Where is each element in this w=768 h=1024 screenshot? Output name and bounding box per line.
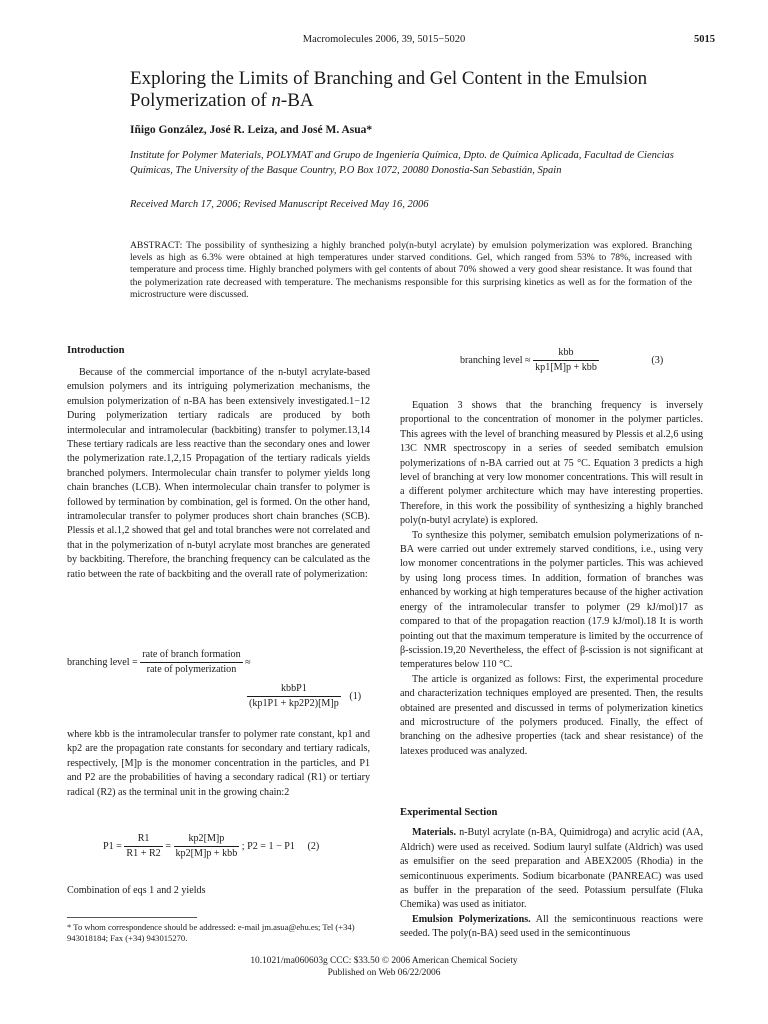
right-paragraphs bbox=[400, 399, 703, 759]
correspondence-footnote: * To whom correspondence should be addressed: e-mail jm.asua@ehu.es; Tel (+34) 943018184; Fax (+34) 943015270. bbox=[67, 922, 355, 944]
page-number: 5015 bbox=[694, 34, 715, 45]
eq1-denominator-2: (kp1P1 + kp2P2)[M]p bbox=[249, 698, 339, 710]
title-suffix: -BA bbox=[280, 90, 314, 111]
received-dates: Received March 17, 2006; Revised Manuscript Received May 16, 2006 bbox=[130, 199, 429, 210]
right-p1: Equation 3 shows that the branching frequency is inversely proportional to the concentration of monomer in the polymer particles. This agrees with the level of branching measured by Plessis et al.2,6 using 13C NMR spectroscopy in a series of seeded semibatch emulsion polymerizations of n-BA carried out at 75 °C. Equation 3 predicts a high level of branching at very low monomer concentrations. This will result in a different polymer architecture which may have interesting properties. Therefore, in this work the possibility of synthesizing a highly branched poly(n-butyl acrylate) is explored. bbox=[400, 400, 703, 527]
introduction-heading: Introduction bbox=[67, 345, 125, 356]
right-p3: The article is organized as follows: First, the experimental procedure and characterization techniques employed are presented. Then, the results obtained are presented and discussed in terms of polymerization kinetics and microstructure of the polymers produced. Finally, the effect of branching on the adhesive properties (tack and shear resistance) of the latexes produced was analyzed. bbox=[400, 673, 703, 757]
intro-p3: Combination of eqs 1 and 2 yields bbox=[67, 885, 206, 896]
eq2-numerator-2: kp2[M]p bbox=[174, 832, 240, 847]
abstract bbox=[130, 240, 692, 301]
eq3-lhs: branching level ≈ bbox=[460, 355, 531, 367]
intro-p1: Because of the commercial importance of the n-butyl acrylate-based emulsion polymers and its intriguing polymerization mechanisms, the emulsion polymerization of n-BA has been extensively investigated.1−12 During polymerization tertiary radicals are produced by both intermolecular and intramolecular (backbiting) transfer to polymer.13,14 These tertiary radicals are less reactive than the secondary ones and lower the polymerization rate.1,2,15 Propagation of the tertiary radicals yields branched polymers. Intermolecular chain transfer to polymer yields long chain branches (LCB). When intermolecular chain transfer to polymer is followed by termination by combination, gel is formed. On the other hand, intramolecular transfer to polymer produces short chain branches (SCB). Plessis et al.1,2 showed that gel and total branches were not correlated and that in the polymerization of n-butyl acrylate most branches are generated by backbiting. Therefore, the branching frequency can be calculated as the ratio between the rate of backbiting and the overall rate of polymerization: bbox=[67, 367, 370, 580]
doi-line: 10.1021/ma060603g CCC: $33.50 © 2006 American Chemical Society bbox=[250, 956, 518, 966]
materials-text: n-Butyl acrylate (n-BA, Quimidroga) and acrylic acid (AA, Aldrich) were used as received. Sodium lauryl sulfate (Aldrich) was used as emulsifier on the seed preparation and ABEX2005 (Rhodia) in the semicontinuous experiments. Sodium bicarbonate (PANREAC) was used as buffer in the preparation of the seed. Potassium persulfate (Fluka Chemika) was used as initiator. bbox=[400, 827, 703, 911]
eq3-label: (3) bbox=[651, 355, 664, 367]
affiliation: Institute for Polymer Materials, POLYMAT and Grupo de Ingeniería Química, Dpto. de Química Aplicada, Facultad de Ciencias Químicas, The University of the Basque Country, P.O Box 1072, 20080 Donostia-San Sebastián, Spain bbox=[130, 150, 674, 176]
eq1-lhs: branching level = bbox=[67, 657, 138, 669]
eq1-fraction bbox=[140, 648, 242, 678]
intro-paragraph-2 bbox=[67, 728, 370, 800]
eq2-denominator-1: R1 + R2 bbox=[126, 848, 161, 860]
right-p2: To synthesize this polymer, semibatch emulsion polymerizations of n-BA were carried out under extremely starved conditions, i.e., using very low monomer concentrations in the polymer particles. This was achieved by using long process times. In addition, formation of branches was enhanced by working at high temperatures because of the higher activation energy of the intramolecular transfer to polymer (29 kJ/mol)17 as compared to that of the propagation reaction (17.9 kJ/mol).18 It is worth pointing out that the maximum temperature is limited by the occurrence of β-scission.19,20 Nevertheless, the effect of β-scission is not significant at temperatures below 110 °C. bbox=[400, 529, 703, 671]
abstract-label: ABSTRACT: bbox=[130, 240, 183, 251]
emulsion-paragraph bbox=[400, 913, 703, 942]
eq1-denominator: rate of polymerization bbox=[146, 664, 237, 676]
page-footer bbox=[0, 955, 768, 979]
eq3-fraction bbox=[533, 346, 599, 376]
equation-1 bbox=[67, 648, 370, 712]
intro-paragraph-1 bbox=[67, 366, 370, 582]
eq2-label: (2) bbox=[307, 841, 320, 853]
eq2-p2: ; P2 = 1 − P1 bbox=[241, 841, 295, 853]
equation-2 bbox=[103, 832, 373, 862]
authors: Iñigo González, José R. Leiza, and José M. Asua* bbox=[130, 124, 373, 136]
abstract-text: The possibility of synthesizing a highly branched poly(n-butyl acrylate) by emulsion polymerization was explored. Branching levels as high as 6.3% were obtained at high temperatures under starved conditions. Gel, which ranged from 53% to 78%, increased with temperature and process time. Highly branched polymers with gel contents of about 70% showed a very good shear resistance. It was found that the polymerization rate decreased with temperature. The mechanisms responsible for this surprising kinetics as well as for the formation of the microstructure were discussed. bbox=[130, 240, 692, 300]
eq2-fraction-2 bbox=[174, 832, 240, 862]
introduction-heading-wrap bbox=[67, 344, 370, 358]
title-italic: n bbox=[271, 90, 281, 111]
intro-paragraph-3 bbox=[67, 884, 370, 898]
eq2-fraction-1 bbox=[124, 832, 162, 862]
eq1-numerator-2: kbbP1 bbox=[247, 682, 341, 697]
eq2-equals: = bbox=[165, 841, 171, 853]
experimental-section bbox=[400, 806, 703, 942]
eq1-numerator: rate of branch formation bbox=[140, 648, 242, 663]
eq1-approx: ≈ bbox=[245, 657, 251, 669]
experimental-heading: Experimental Section bbox=[400, 807, 498, 818]
emulsion-label: Emulsion Polymerizations. bbox=[412, 913, 531, 925]
emulsion-text: All the semicontinuous reactions were seeded. The poly(n-BA) seed used in the semicontinuous bbox=[400, 913, 703, 940]
materials-paragraph bbox=[400, 826, 703, 912]
eq2-denominator-2: kp2[M]p + kbb bbox=[175, 848, 238, 860]
eq2-p1: P1 = bbox=[103, 841, 122, 853]
materials-label: Materials. bbox=[412, 827, 457, 839]
eq3-denominator: kp1[M]p + kbb bbox=[535, 362, 597, 374]
journal-header: Macromolecules 2006, 39, 5015−5020 bbox=[302, 34, 466, 45]
article-title bbox=[130, 68, 690, 112]
eq2-numerator-1: R1 bbox=[124, 832, 162, 847]
published-line: Published on Web 06/22/2006 bbox=[327, 968, 441, 978]
eq1-fraction-2 bbox=[247, 682, 341, 712]
title-prefix: Exploring the Limits of Branching and Gel Content in the Emulsion Polymerization of bbox=[130, 68, 648, 111]
footnote-rule bbox=[67, 917, 197, 918]
intro-p2: where kbb is the intramolecular transfer to polymer rate constant, kp1 and kp2 are the propagation rate constants for secondary and tertiary radicals, respectively, [M]p is the monomer concentration in the particles, and P1 and P2 are the probabilities of having a secondary radical (R1) or tertiary radical (R2) as the terminal unit in the growing chain:2 bbox=[67, 729, 370, 798]
equation-3 bbox=[460, 346, 705, 376]
eq3-numerator: kbb bbox=[533, 346, 599, 361]
eq1-label: (1) bbox=[349, 691, 362, 703]
